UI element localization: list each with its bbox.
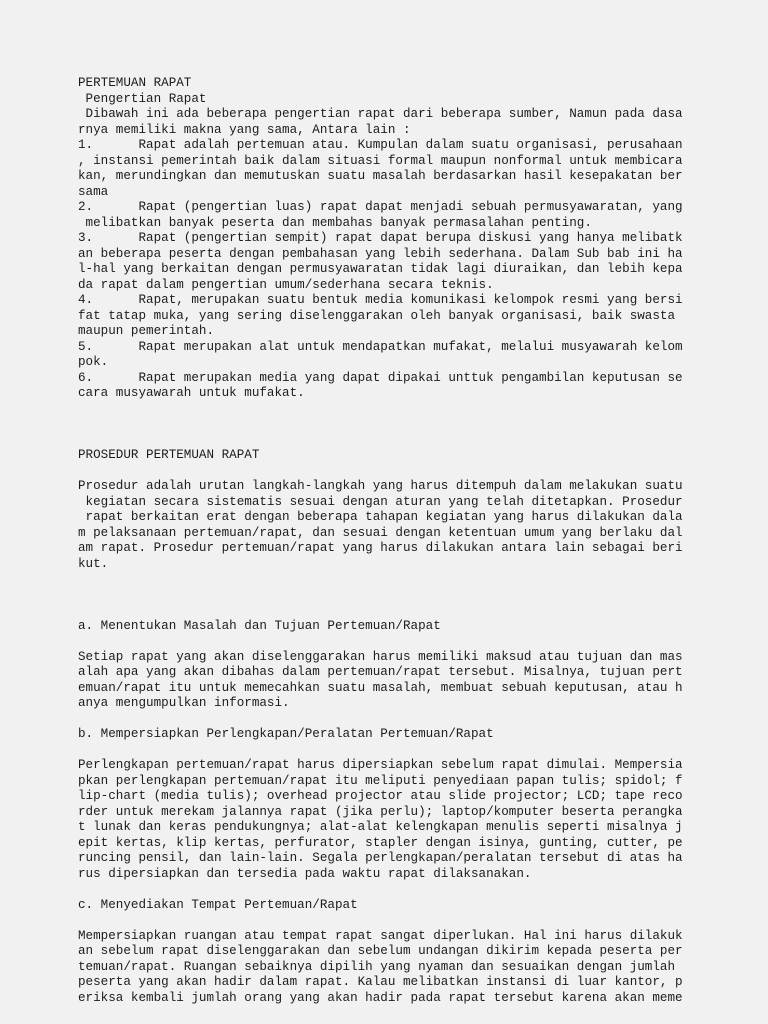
document-text: PERTEMUAN RAPAT Pengertian Rapat Dibawah ini ada beberapa pengertian rapat dari beberapa sumber, Namun pada dasa rnya memiliki makna yang sama, Antara lain : 1. Rapat adalah pertemuan atau. Kumpulan dalam suatu organisasi, perusahaan , instansi pemerintah baik dalam situasi formal maupun nonformal untuk membicara kan, merundingkan dan memutuskan suatu masalah berdasarkan hasil kesepakatan ber sama 2. Rapat (pengertian luas) rapat dapat menjadi sebuah permusyawaratan, yang melibatkan banyak peserta dan membahas banyak permasalahan penting. 3. Rapat (pengertian sempit) rapat dapat berupa diskusi yang hanya melibatk an beberapa peserta dengan pembahasan yang lebih sederhana. Dalam Sub bab ini ha l-hal yang berkaitan dengan permusyawaratan tidak lagi diuraikan, dan lebih kepa da rapat dalam pengertian umum/sederhana secara teknis. 4. Rapat, merupakan suatu bentuk media komunikasi kelompok resmi yang bersi fat tatap muka, yang sering diselenggarakan oleh banyak organisasi, baik swasta maupun pemerintah. 5. Rapat merupakan alat untuk mendapatkan mufakat, melalui musyawarah kelom pok. 6. Rapat merupakan media yang dapat dipakai unttuk pengambilan keputusan se cara musyawarah untuk mufakat. PROSEDUR PERTEMUAN RAPAT Prosedur adalah urutan langkah-langkah yang harus ditempuh dalam melakukan suatu kegiatan secara sistematis sesuai dengan aturan yang telah ditetapkan. Prosedur rapat berkaitan erat dengan beberapa tahapan kegiatan yang harus dilakukan dala m pelaksanaan pertemuan/rapat, dan sesuai dengan ketentuan umum yang berlaku dal am rapat. Prosedur pertemuan/rapat yang harus dilakukan antara lain sebagai beri kut. a. Menentukan Masalah dan Tujuan Pertemuan/Rapat Setiap rapat yang akan diselenggarakan harus memiliki maksud atau tujuan dan mas alah apa yang akan dibahas dalam pertemuan/rapat tersebut. Misalnya, tujuan pert emuan/rapat itu untuk memecahkan suatu masalah, membuat sebuah keputusan, atau h anya mengumpulkan informasi. b. Mempersiapkan Perlengkapan/Peralatan Pertemuan/Rapat Perlengkapan pertemuan/rapat harus dipersiapkan sebelum rapat dimulai. Mempersia pkan perlengkapan pertemuan/rapat itu meliputi penyediaan papan tulis; spidol; f lip-chart (media tulis); overhead projector atau slide projector; LCD; tape reco rder untuk merekam jalannya rapat (jika perlu); laptop/komputer beserta perangka t lunak dan keras pendukungnya; alat-alat kelengkapan menulis seperti misalnya j epit kertas, klip kertas, perfurator, stapler dengan isinya, gunting, cutter, pe runcing pensil, dan lain-lain. Segala perlengkapan/peralatan tersebut di atas ha rus dipersiapkan dan tersedia pada waktu rapat dilaksanakan. c. Menyediakan Tempat Pertemuan/Rapat Mempersiapkan ruangan atau tempat rapat sangat diperlukan. Hal ini harus dilakuk an sebelum rapat diselenggarakan dan sebelum undangan dikirim kepada peserta per temuan/rapat. Ruangan sebaiknya dipilih yang nyaman dan sesuaikan dengan jumlah peserta yang akan hadir dalam rapat. Kalau melibatkan instansi di luar kantor, p eriksa kembali jumlah orang yang akan hadir pada rapat tersebut karena akan meme (78, 76, 683, 1005)
